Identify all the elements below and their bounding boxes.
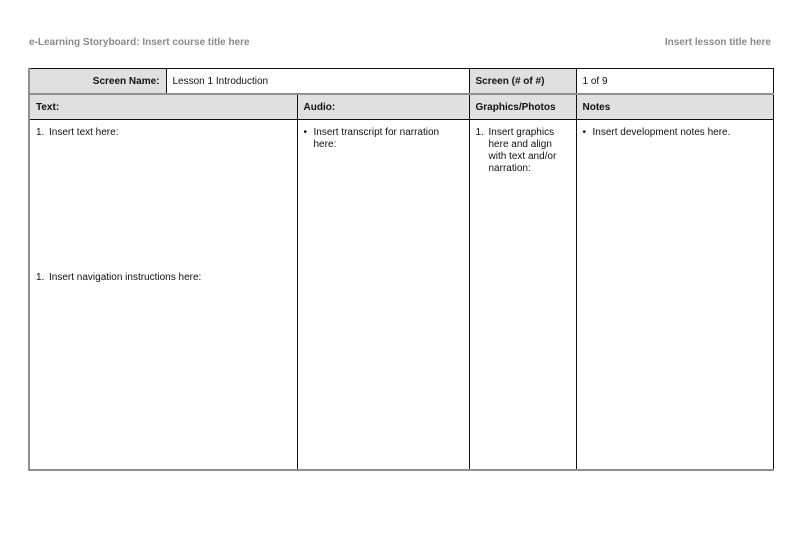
column-header-row — [29, 94, 773, 120]
list-item — [36, 272, 291, 284]
notes-cell[interactable] — [576, 120, 773, 471]
list-item — [304, 127, 463, 151]
audio-cell[interactable] — [297, 120, 469, 471]
bullet-icon: • — [582, 127, 587, 138]
screen-name-field[interactable]: Lesson 1 Introduction — [166, 69, 469, 95]
notes-placeholder: Insert development notes here. — [592, 127, 731, 138]
text-placeholder: Insert text here: — [49, 127, 119, 138]
list-item — [583, 127, 767, 139]
list-number: 1. — [475, 127, 484, 138]
screen-number-field[interactable]: 1 of 9 — [576, 69, 773, 95]
list-item — [476, 127, 570, 175]
notes-column-header: Notes — [576, 94, 773, 120]
screen-name-label: Screen Name: — [29, 69, 166, 95]
text-column-header: Text: — [29, 94, 297, 120]
graphics-column-header: Graphics/Photos — [469, 94, 576, 120]
audio-column-header: Audio: — [297, 94, 469, 120]
graphics-placeholder: Insert graphics here and align with text and/or narration: — [488, 127, 557, 174]
storyboard-table — [28, 68, 774, 471]
screen-number-label: Screen (# of #) — [469, 69, 576, 95]
screen-info-row — [29, 69, 773, 95]
content-row — [29, 120, 773, 471]
text-cell[interactable] — [29, 120, 297, 471]
graphics-cell[interactable] — [469, 120, 576, 471]
course-title: e-Learning Storyboard: Insert course title here — [29, 37, 250, 48]
lesson-title: Insert lesson title here — [664, 37, 771, 48]
audio-placeholder: Insert transcript for narration here: — [313, 127, 440, 150]
list-number: 1. — [36, 127, 45, 138]
list-number: 1. — [36, 272, 45, 283]
bullet-icon: • — [303, 127, 308, 138]
navigation-placeholder: Insert navigation instructions here: — [49, 272, 202, 283]
list-item — [36, 127, 291, 139]
